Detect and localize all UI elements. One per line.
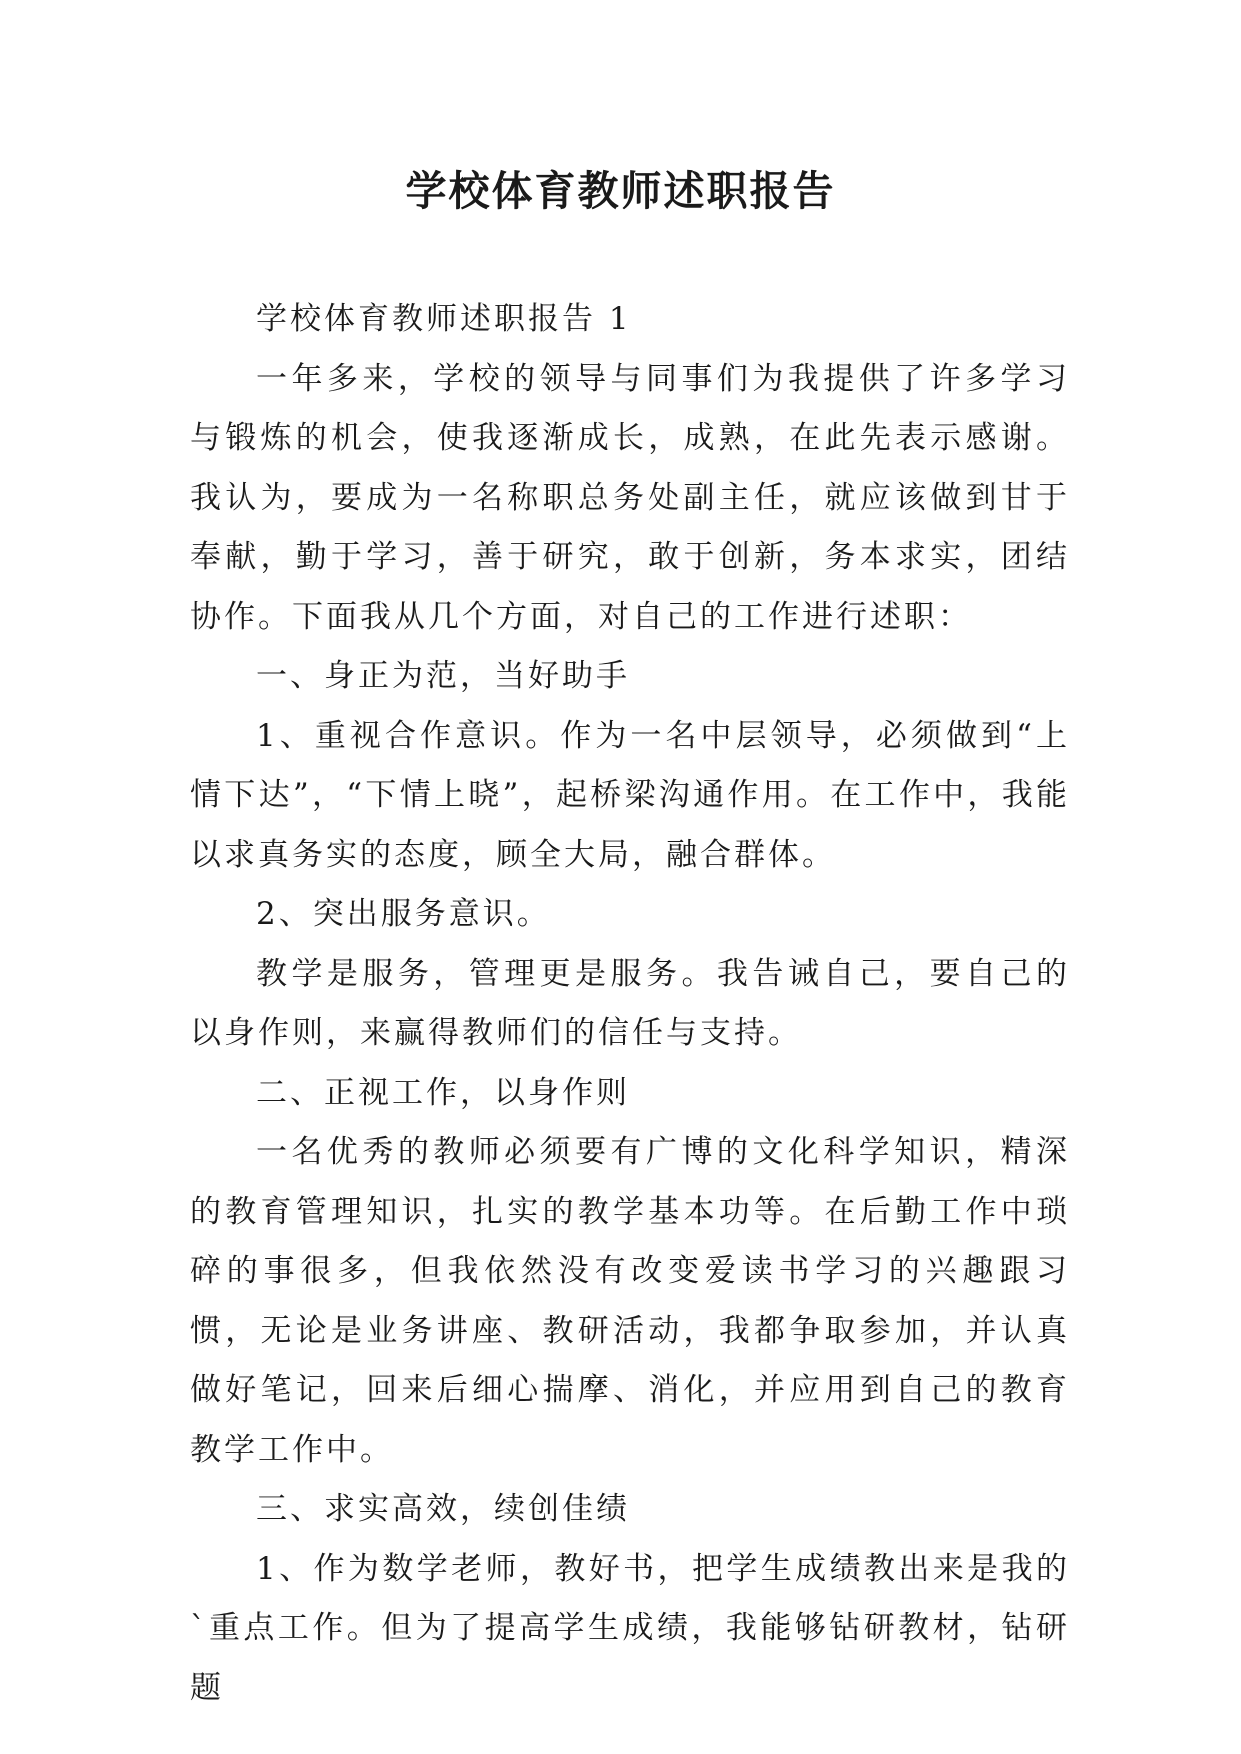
paragraph-service: 教学是服务，管理更是服务。我告诫自己，要自己的以身作则，来赢得教师们的信任与支持。 [190, 955, 1070, 1051]
document-body [190, 290, 1070, 1718]
section-heading-3: 三、求实高效，续创佳绩 [256, 1491, 630, 1527]
section-heading-1: 一、身正为范，当好助手 [256, 658, 630, 694]
section-heading-2: 二、正视工作，以身作则 [256, 1074, 630, 1111]
paragraph-learning: 一名优秀的教师必须要有广博的文化科学知识，精深的教育管理知识，扎实的教学基本功等。在后勤工作中琐碎的事很多，但我依然没有改变爱读书学习的兴趣跟习惯，无论是业务讲座、教研活动，我都争取参加，并认真做好笔记，回来后细心揣摩、消化，并应用到自己的教育教学工作中。 [190, 1134, 1070, 1468]
document-title: 学校体育教师述职报告 [405, 167, 836, 215]
paragraph-teaching: 1、作为数学老师，教好书，把学生成绩教出来是我的`重点工作。但为了提高学生成绩，我能够钻研教材，钻研题 [190, 1550, 1070, 1706]
paragraph-cooperation: 1、重视合作意识。作为一名中层领导，必须做到“上情下达”，“下情上晓”，起桥梁沟通作用。在工作中，我能以求真务实的态度，顾全大局，融合群体。 [190, 717, 1070, 873]
paragraph-intro: 一年多来，学校的领导与同事们为我提供了许多学习与锻炼的机会，使我逐渐成长，成熟，在此先表示感谢。我认为，要成为一名称职总务处副主任，就应该做到甘于奉献，勤于学习，善于研究，敢于创新，务本求实，团结协作。下面我从几个方面，对自己的工作进行述职： [190, 360, 1070, 635]
paragraph-heading-1: 学校体育教师述职报告 1 [256, 301, 632, 337]
paragraph-service-heading: 2、突出服务意识。 [256, 896, 551, 932]
